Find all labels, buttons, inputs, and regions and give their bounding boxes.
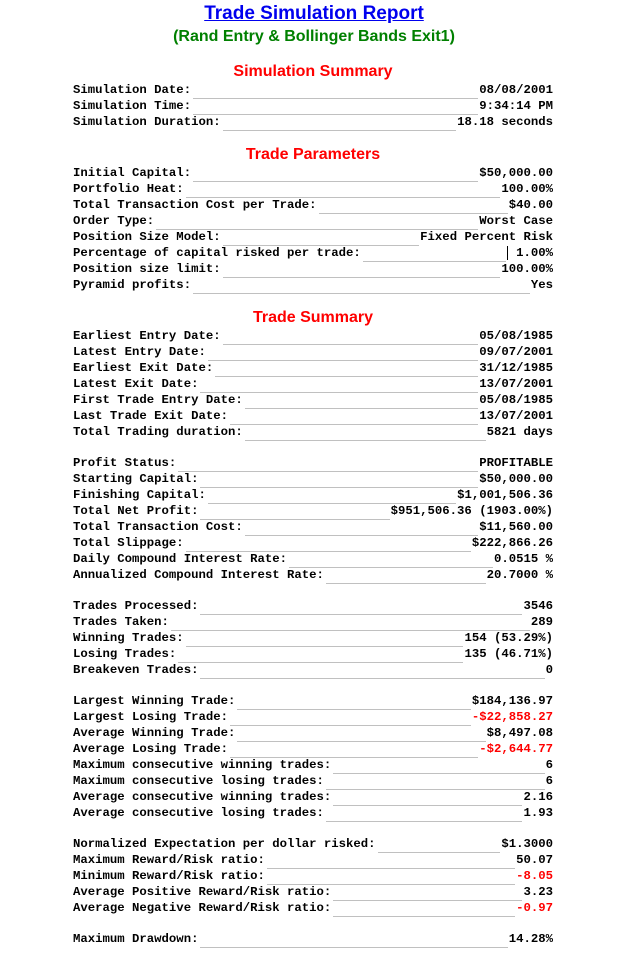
row-label: Total Trading duration: [73, 425, 243, 439]
simulation-summary-section [73, 63, 553, 129]
leader-line [186, 538, 471, 552]
leader-line [319, 200, 508, 214]
report-row-position-size-model [73, 228, 553, 244]
leader-line [245, 427, 486, 441]
row-value: 1.00% [516, 246, 553, 260]
row-label: Pyramid profits: [73, 278, 192, 292]
row-label: First Trade Entry Date: [73, 393, 243, 407]
row-label: Average consecutive winning trades: [73, 790, 332, 804]
report-row-average-consecutive-losing-trades [73, 804, 553, 820]
report-subtitle: (Rand Entry & Bollinger Bands Exit1) [173, 28, 455, 45]
leader-line [200, 601, 522, 615]
report-row-total-transaction-cost-per-trade [73, 196, 553, 212]
row-label: Losing Trades: [73, 647, 177, 661]
leader-line [326, 570, 486, 584]
row-group [73, 454, 553, 582]
row-value: 13/07/2001 [479, 377, 553, 391]
row-label: Daily Compound Interest Rate: [73, 552, 288, 566]
row-value: 0.0515 % [493, 552, 553, 566]
section-heading: Trade Summary [252, 309, 374, 326]
report-row-last-trade-exit-date [73, 407, 553, 423]
report-row-trades-taken [73, 613, 553, 629]
report-row-normalized-expectation-per-dollar-risked [73, 835, 553, 851]
row-value: 20.7000 % [486, 568, 553, 582]
row-value: Worst Case [479, 214, 553, 228]
report-row-simulation-time [73, 97, 553, 113]
leader-line [208, 490, 456, 504]
report-row-simulation-date [73, 81, 553, 97]
report-row-total-slippage [73, 534, 553, 550]
leader-line [267, 871, 515, 885]
row-value: 9:34:14 PM [479, 99, 553, 113]
report-row-total-net-profit [73, 502, 553, 518]
leader-line [178, 649, 463, 663]
report-row-starting-capital [73, 470, 553, 486]
leader-line [223, 232, 420, 246]
report-row-simulation-duration [73, 113, 553, 129]
row-label: Position size limit: [73, 262, 221, 276]
report-row-average-positive-reward-risk-ratio [73, 883, 553, 899]
report-title: Trade Simulation Report [204, 3, 424, 24]
row-value: $184,136.97 [471, 694, 553, 708]
row-group [73, 692, 553, 820]
report-row-maximum-reward-risk-ratio [73, 851, 553, 867]
row-value: 09/07/2001 [479, 345, 553, 359]
row-label: Simulation Date: [73, 83, 192, 97]
report-row-first-trade-entry-date [73, 391, 553, 407]
row-label: Trades Processed: [73, 599, 199, 613]
row-value: PROFITABLE [479, 456, 553, 470]
leader-line [333, 887, 522, 901]
section-heading: Trade Parameters [245, 146, 381, 163]
row-value: 6 [545, 774, 553, 788]
leader-line [215, 363, 478, 377]
report-row-pyramid-profits [73, 276, 553, 292]
row-label: Average Losing Trade: [73, 742, 228, 756]
leader-line [326, 808, 523, 822]
report-row-maximum-consecutive-losing-trades [73, 772, 553, 788]
leader-line [200, 665, 544, 679]
report-row-winning-trades [73, 629, 553, 645]
report-row-maximum-consecutive-winning-trades [73, 756, 553, 772]
leader-line [333, 760, 544, 774]
row-label: Normalized Expectation per dollar risked: [73, 837, 376, 851]
row-value: -$22,858.27 [471, 710, 553, 724]
row-label: Initial Capital: [73, 166, 192, 180]
report-row-percentage-of-capital-risked-per-trade [73, 244, 553, 260]
report-row-order-type [73, 212, 553, 228]
report-row-total-trading-duration [73, 423, 553, 439]
row-value: 2.16 [523, 790, 553, 804]
leader-line [230, 712, 471, 726]
leader-line [237, 728, 485, 742]
row-value: $11,560.00 [479, 520, 553, 534]
leader-line [223, 331, 479, 345]
row-value: Fixed Percent Risk [420, 230, 553, 244]
row-label: Largest Losing Trade: [73, 710, 228, 724]
row-value: -8.05 [516, 869, 553, 883]
report-row-average-losing-trade [73, 740, 553, 756]
report-row-largest-winning-trade [73, 692, 553, 708]
row-value: $1,001,506.36 [457, 488, 553, 502]
report-row-largest-losing-trade [73, 708, 553, 724]
row-label: Earliest Entry Date: [73, 329, 221, 343]
row-label: Starting Capital: [73, 472, 199, 486]
row-label: Order Type: [73, 214, 155, 228]
row-value: 14.28% [508, 932, 553, 946]
leader-line [223, 264, 501, 278]
row-group [73, 930, 553, 946]
leader-line [193, 168, 478, 182]
text-cursor-icon [507, 246, 508, 260]
leader-line [193, 280, 530, 294]
report-row-maximum-drawdown [73, 930, 553, 946]
row-value: 154 (53.29%) [464, 631, 553, 645]
row-label: Maximum Drawdown: [73, 932, 199, 946]
row-label: Total Transaction Cost: [73, 520, 243, 534]
leader-line [289, 554, 493, 568]
row-value: 08/08/2001 [479, 83, 553, 97]
leader-line [245, 522, 478, 536]
row-label: Annualized Compound Interest Rate: [73, 568, 324, 582]
row-value: $50,000.00 [479, 472, 553, 486]
row-label: Earliest Exit Date: [73, 361, 214, 375]
row-label: Maximum consecutive winning trades: [73, 758, 332, 772]
row-label: Average Positive Reward/Risk ratio: [73, 885, 332, 899]
leader-line [237, 696, 470, 710]
row-value: 100.00% [501, 182, 553, 196]
report-row-average-winning-trade [73, 724, 553, 740]
leader-line [200, 934, 507, 948]
row-value: Yes [530, 278, 553, 292]
row-label: Finishing Capital: [73, 488, 206, 502]
report-row-profit-status [73, 454, 553, 470]
report-row-average-consecutive-winning-trades [73, 788, 553, 804]
row-value: 0 [545, 663, 553, 677]
report-row-daily-compound-interest-rate [73, 550, 553, 566]
row-label: Winning Trades: [73, 631, 184, 645]
row-label: Minimum Reward/Risk ratio: [73, 869, 265, 883]
report-row-earliest-entry-date [73, 327, 553, 343]
row-value: 05/08/1985 [479, 329, 553, 343]
report-row-finishing-capital [73, 486, 553, 502]
row-value: 18.18 seconds [457, 115, 553, 129]
row-group [73, 81, 553, 129]
leader-line [171, 617, 530, 631]
row-value: 289 [530, 615, 553, 629]
leader-line [193, 85, 478, 99]
trade-summary-section [73, 309, 553, 946]
row-label: Profit Status: [73, 456, 177, 470]
row-label: Maximum Reward/Risk ratio: [73, 853, 265, 867]
report-row-latest-exit-date [73, 375, 553, 391]
report-row-annualized-compound-interest-rate [73, 566, 553, 582]
report-row-total-transaction-cost [73, 518, 553, 534]
leader-line [208, 347, 478, 361]
row-label: Total Transaction Cost per Trade: [73, 198, 317, 212]
row-value: 6 [545, 758, 553, 772]
leader-line [186, 633, 464, 647]
row-label: Average Winning Trade: [73, 726, 236, 740]
leader-line [200, 474, 478, 488]
row-label: Average consecutive losing trades: [73, 806, 324, 820]
row-value: $40.00 [508, 198, 553, 212]
row-value: $1.3000 [501, 837, 553, 851]
report-row-breakeven-trades [73, 661, 553, 677]
row-value: $951,506.36 (1903.00%) [390, 504, 553, 518]
row-label: Latest Exit Date: [73, 377, 199, 391]
row-value: 135 (46.71%) [464, 647, 553, 661]
leader-line [156, 216, 478, 230]
row-label: Simulation Time: [73, 99, 192, 113]
report-row-minimum-reward-risk-ratio [73, 867, 553, 883]
leader-line [186, 184, 501, 198]
leader-line [223, 117, 456, 131]
row-value: 100.00% [501, 262, 553, 276]
trade-parameters-section [73, 146, 553, 292]
row-value: 13/07/2001 [479, 409, 553, 423]
row-label: Latest Entry Date: [73, 345, 206, 359]
leader-line [200, 506, 389, 520]
report-row-latest-entry-date [73, 343, 553, 359]
row-group [73, 164, 553, 292]
row-label: Total Slippage: [73, 536, 184, 550]
report-row-initial-capital [73, 164, 553, 180]
row-label: Position Size Model: [73, 230, 221, 244]
row-value: 3546 [523, 599, 553, 613]
row-value: -0.97 [516, 901, 553, 915]
row-label: Largest Winning Trade: [73, 694, 236, 708]
leader-line [178, 458, 478, 472]
leader-line [363, 248, 506, 262]
row-value: $50,000.00 [479, 166, 553, 180]
leader-line [193, 101, 478, 115]
leader-line [230, 744, 478, 758]
report-row-average-negative-reward-risk-ratio [73, 899, 553, 915]
row-label: Breakeven Trades: [73, 663, 199, 677]
row-value: 05/08/1985 [479, 393, 553, 407]
report-row-position-size-limit [73, 260, 553, 276]
row-label: Last Trade Exit Date: [73, 409, 228, 423]
report-row-portfolio-heat [73, 180, 553, 196]
row-value: $222,866.26 [471, 536, 553, 550]
report-row-losing-trades [73, 645, 553, 661]
leader-line [267, 855, 515, 869]
row-label: Percentage of capital risked per trade: [73, 246, 361, 260]
leader-line [326, 776, 545, 790]
row-group [73, 327, 553, 439]
leader-line [333, 903, 515, 917]
report-row-trades-processed [73, 597, 553, 613]
row-value: -$2,644.77 [479, 742, 553, 756]
row-value: 50.07 [516, 853, 553, 867]
section-heading: Simulation Summary [233, 63, 393, 80]
row-label: Total Net Profit: [73, 504, 199, 518]
row-label: Trades Taken: [73, 615, 169, 629]
row-group [73, 597, 553, 677]
row-group [73, 835, 553, 915]
row-label: Simulation Duration: [73, 115, 221, 129]
row-label: Portfolio Heat: [73, 182, 184, 196]
row-value: 5821 days [486, 425, 553, 439]
leader-line [245, 395, 478, 409]
leader-line [333, 792, 522, 806]
leader-line [230, 411, 478, 425]
row-label: Maximum consecutive losing trades: [73, 774, 324, 788]
row-label: Average Negative Reward/Risk ratio: [73, 901, 332, 915]
report-row-earliest-exit-date [73, 359, 553, 375]
row-value: 31/12/1985 [479, 361, 553, 375]
row-value: 3.23 [523, 885, 553, 899]
row-value: $8,497.08 [486, 726, 553, 740]
row-value: 1.93 [523, 806, 553, 820]
leader-line [378, 839, 501, 853]
leader-line [200, 379, 478, 393]
